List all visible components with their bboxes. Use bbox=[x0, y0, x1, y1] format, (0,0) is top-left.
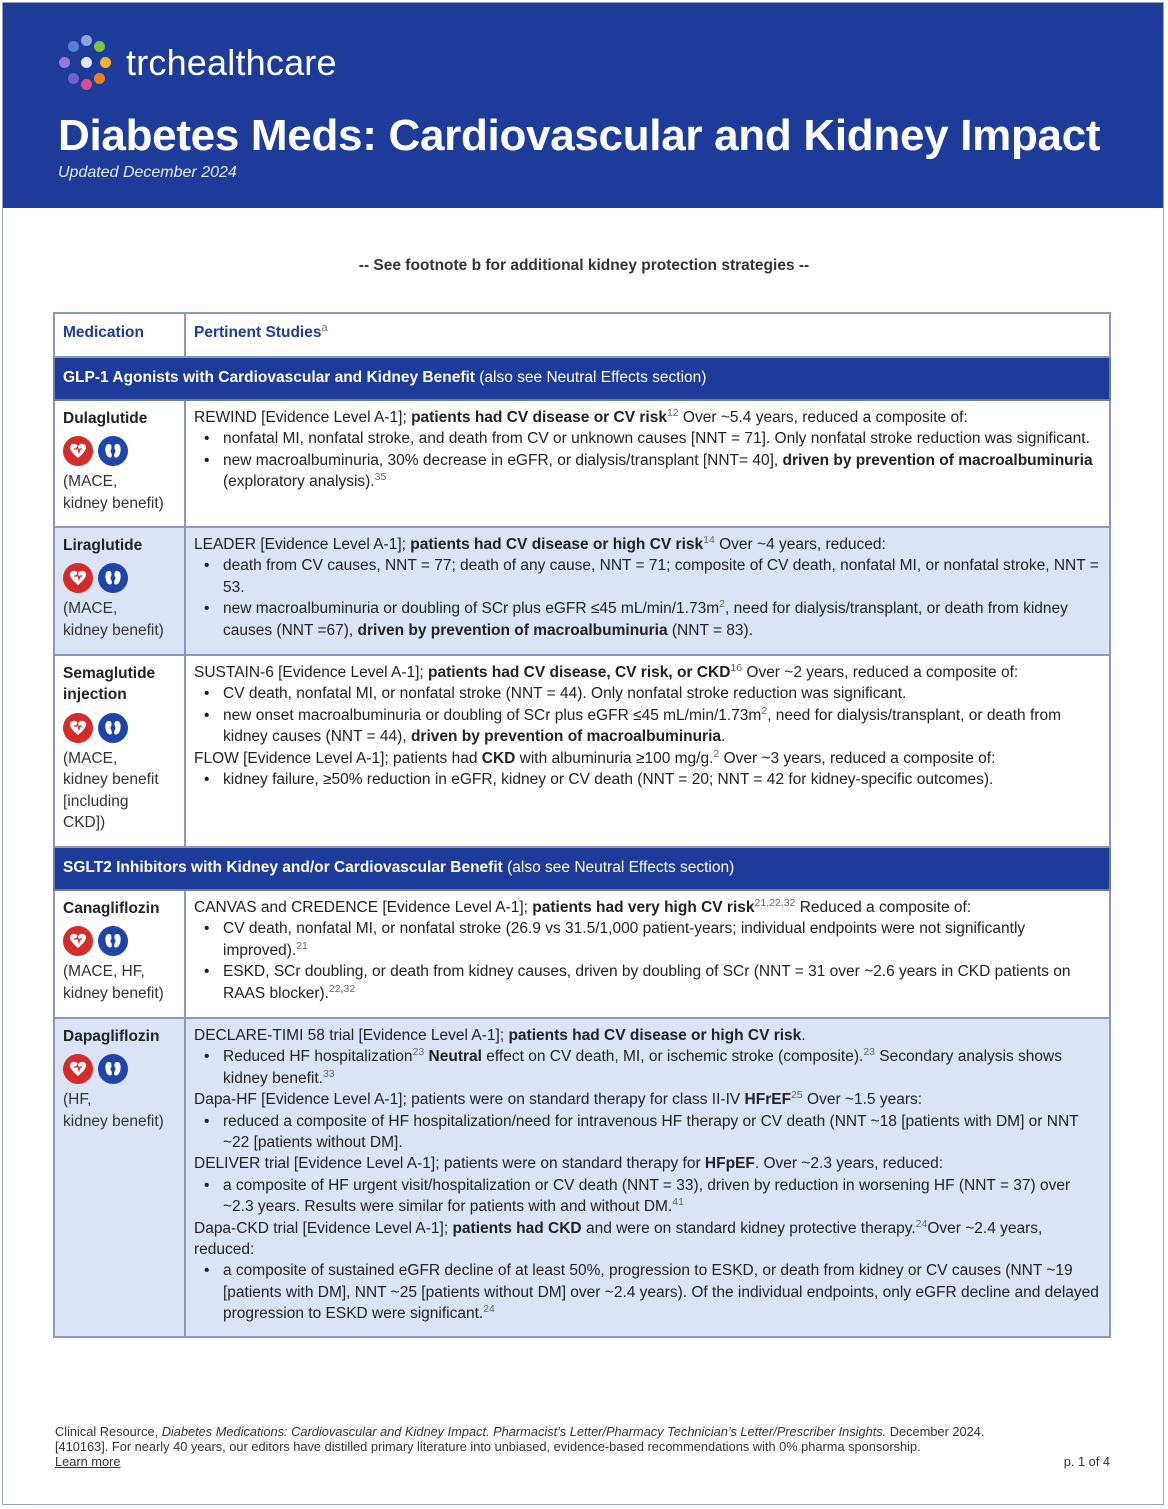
learn-more-link[interactable]: Learn more bbox=[55, 1454, 121, 1469]
study-intro: LEADER [Evidence Level A-1]; patients had CV disease or high CV risk$^{14}$ Over ~4 years, reduced: bbox=[194, 533, 886, 553]
list-item: • CV death, nonfatal MI, or nonfatal stroke (26.9 vs 31.5/1,000 patient-years; individual endpoints were not significantly improved).$^{21}$ bbox=[194, 918, 1101, 961]
list-item: • ESKD, SCr doubling, or death from kidney causes, driven by doubling of SCr (NNT = 31 over ~2.6 years in CKD patients on RAAS blocker).$^{22,32}$ bbox=[194, 961, 1101, 1004]
study-intro: CANVAS and CREDENCE [Evidence Level A-1]; patients had very high CV risk$^{21,22,32}$ Reduced a composite of: bbox=[194, 896, 972, 916]
studies-cell bbox=[185, 527, 1110, 655]
medication-cell: Canagliflozin (MACE, HF, kidney benefit) bbox=[54, 890, 185, 1018]
section-glp1: GLP-1 Agonists with Cardiovascular and Kidney Benefit (also see Neutral Effects section) bbox=[54, 357, 1110, 400]
list-item: • death from CV causes, NNT = 77; death of any cause, NNT = 71; composite of CV death, nonfatal MI, or nonfatal stroke, NNT = 53. bbox=[194, 555, 1101, 598]
kidney-icon bbox=[98, 713, 128, 743]
medication-name: Dapagliflozin bbox=[63, 1028, 160, 1045]
logo-icon bbox=[56, 33, 116, 93]
page-header bbox=[3, 3, 1163, 208]
list-item: • reduced a composite of HF hospitalization/need for intravenous HF therapy or CV death (NNT ~18 [patients with DM] or NNT ~22 [patients without DM]. bbox=[194, 1111, 1101, 1154]
list-item: • Reduced HF hospitalization$^{23}$ Neutral effect on CV death, MI, or ischemic stroke (composite).$^{23}$ Secondary analysis shows kidney benefit.$^{33}$ bbox=[194, 1046, 1101, 1089]
studies-cell bbox=[185, 655, 1110, 847]
studies-cell bbox=[185, 1018, 1110, 1337]
list-item: • a composite of HF urgent visit/hospitalization or CV death (NNT = 33), driven by reduction in worsening HF (NNT = 37) over ~2.3 years. Results were similar for patients with and without DM.$^{41}$ bbox=[194, 1175, 1101, 1218]
footer bbox=[55, 1424, 1113, 1469]
table-row-dapagliflozin bbox=[54, 1018, 1110, 1337]
section-sglt2: SGLT2 Inhibitors with Kidney and/or Cardiovascular Benefit (also see Neutral Effects section) bbox=[54, 847, 1110, 890]
medication-name: Canagliflozin bbox=[63, 900, 160, 917]
list-item: • new macroalbuminuria or doubling of SCr plus eGFR ≤45 $mL/\min/1.73m^2$, need for dialysis/transplant, or death from kidney causes (NNT =67), driven by prevention of macroalbuminuria (NNT = 83). bbox=[194, 598, 1101, 641]
studies-cell bbox=[185, 400, 1110, 527]
list-item: • nonfatal MI, nonfatal stroke, and death from CV or unknown causes [NNT = 71]. Only nonfatal stroke reduction was significant. bbox=[194, 428, 1101, 449]
table-row-canagliflozin bbox=[54, 890, 1110, 1018]
study-intro: FLOW [Evidence Level A-1]; patients had CKD with albuminuria ≥100 mg/g.$^2$ Over ~3 years, reduced a composite of: bbox=[194, 747, 996, 767]
page-number: p. 1 of 4 bbox=[1063, 1454, 1110, 1469]
medication-cell: Dulaglutide (MACE, kidney benefit) bbox=[54, 400, 185, 527]
study-intro: DECLARE-TIMI 58 trial [Evidence Level A-1]; patients had CV disease or high CV risk. bbox=[194, 1027, 806, 1044]
table-row-liraglutide bbox=[54, 527, 1110, 655]
footer-disclaimer: [410163]. For nearly 40 years, our editors have distilled primary literature into unbiased, evidence-based recommendations with 0% pharma sponsorship. bbox=[55, 1439, 921, 1454]
study-intro: Dapa-HF [Evidence Level A-1]; patients were on standard therapy for class II-IV HFrEF$^{25}$ Over ~1.5 years: bbox=[194, 1089, 923, 1109]
study-intro: DELIVER trial [Evidence Level A-1]; patients were on standard therapy for HFpEF. Over ~2.3 years, reduced: bbox=[194, 1155, 944, 1173]
heart-icon bbox=[63, 926, 93, 956]
heart-icon bbox=[63, 1054, 93, 1084]
footnote-notice: -- See footnote b for additional kidney protection strategies -- bbox=[358, 257, 810, 274]
heart-icon bbox=[63, 436, 93, 466]
table-row-dulaglutide bbox=[54, 400, 1110, 527]
medication-cell: Liraglutide (MACE, kidney benefit) bbox=[54, 527, 185, 655]
list-item: • new onset macroalbuminuria or doubling of SCr plus eGFR ≤45 $mL/\min/1.73m^2$, need for dialysis/transplant, or death from kidney causes (NNT = 44), driven by prevention of macroalbuminuria. bbox=[194, 705, 1101, 748]
medication-name: Liraglutide bbox=[63, 537, 143, 554]
kidney-icon bbox=[98, 436, 128, 466]
list-item: • kidney failure, ≥50% reduction in eGFR, kidney or CV death (NNT = 20; NNT = 42 for kidney-specific outcomes). bbox=[194, 769, 1101, 790]
kidney-icon bbox=[98, 1054, 128, 1084]
table-row-semaglutide bbox=[54, 655, 1110, 847]
study-intro: SUSTAIN-6 [Evidence Level A-1]; patients had CV disease, CV risk, or CKD$^{16}$ Over ~2 years, reduced a composite of: bbox=[194, 661, 1019, 681]
studies-cell bbox=[185, 890, 1110, 1018]
study-intro: REWIND [Evidence Level A-1]; patients had CV disease or CV risk$^{12}$ Over ~5.4 years, reduced a composite of: bbox=[194, 406, 968, 426]
list-item: • a composite of sustained eGFR decline of at least 50%, progression to ESKD, or death from kidney or CV causes (NNT ~19 [patients with DM], NNT ~25 [patients without DM] over ~2.4 years). Of the individual endpoints, only eGFR decline and delayed progression to ESKD were significant.$^{24}$ bbox=[194, 1260, 1101, 1324]
page-title: Diabetes Meds: Cardiovascular and Kidney Impact bbox=[58, 111, 1101, 160]
table-header-row bbox=[54, 313, 1110, 357]
medications-table bbox=[53, 312, 1111, 1338]
list-item: • new macroalbuminuria, 30% decrease in eGFR, or dialysis/transplant [NNT= 40], driven by prevention of macroalbuminuria (exploratory analysis).$^{35}$ bbox=[194, 450, 1101, 493]
logo bbox=[56, 33, 337, 93]
kidney-icon bbox=[98, 563, 128, 593]
footer-citation: Clinical Resource, Diabetes Medications: Cardiovascular and Kidney Impact. Pharmacist’s Letter/Pharmacy Technician’s Letter/Prescriber Insights. December 2024. bbox=[55, 1424, 985, 1439]
logo-text: trchealthcare bbox=[126, 42, 337, 83]
medication-cell: Semaglutide injection (MACE, kidney benefit [including CKD]) bbox=[54, 655, 185, 847]
list-item: • CV death, nonfatal MI, or nonfatal stroke (NNT = 44). Only nonfatal stroke reduction was significant. bbox=[194, 683, 1101, 704]
medication-name: Dulaglutide bbox=[63, 410, 148, 427]
medication-name: Semaglutide injection bbox=[63, 665, 156, 704]
study-intro: Dapa-CKD trial [Evidence Level A-1]; patients had CKD and were on standard kidney protective therapy.$^{24}$Over ~2.4 years, reduced: bbox=[194, 1217, 1043, 1259]
updated-date: Updated December 2024 bbox=[58, 164, 237, 181]
kidney-icon bbox=[98, 926, 128, 956]
medication-cell: Dapagliflozin (HF, kidney benefit) bbox=[54, 1018, 185, 1337]
header-medication: Medication bbox=[54, 313, 185, 357]
header-pertinent-studies: Pertinent Studies$^a$ bbox=[185, 313, 1110, 357]
heart-icon bbox=[63, 713, 93, 743]
heart-icon bbox=[63, 563, 93, 593]
